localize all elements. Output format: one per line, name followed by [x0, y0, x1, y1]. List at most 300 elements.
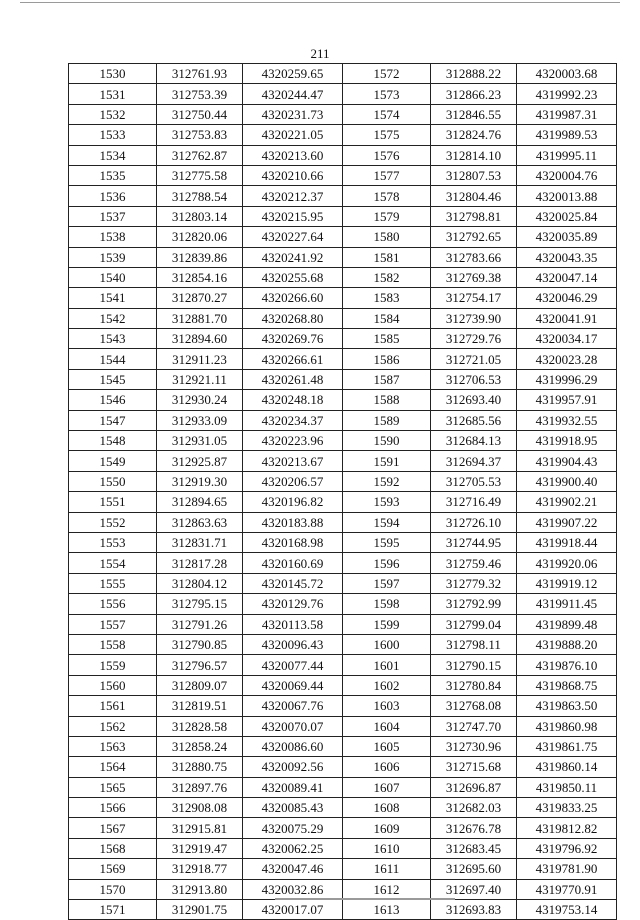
table-row	[343, 349, 617, 369]
x-coordinate: 312925.87	[157, 451, 243, 471]
x-coordinate: 312761.93	[157, 64, 243, 84]
x-coordinate: 312846.55	[431, 104, 517, 124]
y-coordinate: 4319957.91	[517, 390, 617, 410]
point-number: 1570	[69, 879, 157, 899]
y-coordinate: 4319753.14	[517, 900, 617, 920]
table-row	[343, 716, 617, 736]
y-coordinate: 4320210.66	[243, 165, 343, 185]
x-coordinate: 312762.87	[157, 145, 243, 165]
point-number: 1559	[69, 655, 157, 675]
y-coordinate: 4319900.40	[517, 471, 617, 491]
table-row	[343, 247, 617, 267]
table-row	[343, 594, 617, 614]
x-coordinate: 312744.95	[431, 532, 517, 552]
x-coordinate: 312739.90	[431, 308, 517, 328]
table-row	[343, 634, 617, 654]
x-coordinate: 312726.10	[431, 512, 517, 532]
x-coordinate: 312919.30	[157, 471, 243, 491]
table-row	[343, 553, 617, 573]
x-coordinate: 312790.15	[431, 655, 517, 675]
x-coordinate: 312897.76	[157, 777, 243, 797]
point-number: 1556	[69, 594, 157, 614]
point-number: 1608	[343, 798, 431, 818]
y-coordinate: 4320047.14	[517, 267, 617, 287]
point-number: 1532	[69, 104, 157, 124]
table-row	[343, 757, 617, 777]
table-row	[343, 573, 617, 593]
x-coordinate: 312768.08	[431, 696, 517, 716]
point-number: 1581	[343, 247, 431, 267]
table-row	[343, 838, 617, 858]
point-number: 1549	[69, 451, 157, 471]
x-coordinate: 312790.85	[157, 634, 243, 654]
x-coordinate: 312729.76	[431, 329, 517, 349]
y-coordinate: 4320067.76	[243, 696, 343, 716]
table-row	[69, 594, 343, 614]
y-coordinate: 4320003.68	[517, 64, 617, 84]
y-coordinate: 4320248.18	[243, 390, 343, 410]
point-number: 1600	[343, 634, 431, 654]
table-row	[343, 512, 617, 532]
point-number: 1595	[343, 532, 431, 552]
x-coordinate: 312683.45	[431, 838, 517, 858]
point-number: 1601	[343, 655, 431, 675]
point-number: 1606	[343, 757, 431, 777]
table-row	[69, 431, 343, 451]
x-coordinate: 312817.28	[157, 553, 243, 573]
point-number: 1603	[343, 696, 431, 716]
table-row	[69, 186, 343, 206]
x-coordinate: 312795.15	[157, 594, 243, 614]
y-coordinate: 4320013.88	[517, 186, 617, 206]
x-coordinate: 312783.66	[431, 247, 517, 267]
y-coordinate: 4320268.80	[243, 308, 343, 328]
y-coordinate: 4320069.44	[243, 675, 343, 695]
table-row	[343, 655, 617, 675]
x-coordinate: 312754.17	[431, 288, 517, 308]
x-coordinate: 312824.76	[431, 125, 517, 145]
y-coordinate: 4320183.88	[243, 512, 343, 532]
x-coordinate: 312908.08	[157, 798, 243, 818]
x-coordinate: 312863.63	[157, 512, 243, 532]
point-number: 1577	[343, 165, 431, 185]
x-coordinate: 312807.53	[431, 165, 517, 185]
point-number: 1611	[343, 859, 431, 879]
y-coordinate: 4320077.44	[243, 655, 343, 675]
table-row	[69, 390, 343, 410]
x-coordinate: 312870.27	[157, 288, 243, 308]
x-coordinate: 312913.80	[157, 879, 243, 899]
table-row	[69, 900, 343, 920]
point-number: 1591	[343, 451, 431, 471]
x-coordinate: 312796.57	[157, 655, 243, 675]
x-coordinate: 312697.40	[431, 879, 517, 899]
point-number: 1537	[69, 206, 157, 226]
y-coordinate: 4319860.14	[517, 757, 617, 777]
table-row	[69, 859, 343, 879]
point-number: 1610	[343, 838, 431, 858]
y-coordinate: 4320085.43	[243, 798, 343, 818]
y-coordinate: 4320070.07	[243, 716, 343, 736]
x-coordinate: 312780.84	[431, 675, 517, 695]
x-coordinate: 312828.58	[157, 716, 243, 736]
table-row	[69, 736, 343, 756]
point-number: 1573	[343, 84, 431, 104]
y-coordinate: 4319863.50	[517, 696, 617, 716]
y-coordinate: 4319996.29	[517, 369, 617, 389]
x-coordinate: 312682.03	[431, 798, 517, 818]
y-coordinate: 4320215.95	[243, 206, 343, 226]
x-coordinate: 312930.24	[157, 390, 243, 410]
point-number: 1530	[69, 64, 157, 84]
x-coordinate: 312676.78	[431, 818, 517, 838]
y-coordinate: 4320255.68	[243, 267, 343, 287]
table-row	[343, 84, 617, 104]
x-coordinate: 312911.23	[157, 349, 243, 369]
y-coordinate: 4319907.22	[517, 512, 617, 532]
x-coordinate: 312894.65	[157, 492, 243, 512]
table-row	[343, 390, 617, 410]
x-coordinate: 312804.12	[157, 573, 243, 593]
table-row	[343, 532, 617, 552]
y-coordinate: 4320129.76	[243, 594, 343, 614]
y-coordinate: 4319902.21	[517, 492, 617, 512]
x-coordinate: 312880.75	[157, 757, 243, 777]
point-number: 1568	[69, 838, 157, 858]
y-coordinate: 4319868.75	[517, 675, 617, 695]
table-row	[69, 84, 343, 104]
y-coordinate: 4320034.17	[517, 329, 617, 349]
point-number: 1542	[69, 308, 157, 328]
y-coordinate: 4320212.37	[243, 186, 343, 206]
x-coordinate: 312706.53	[431, 369, 517, 389]
x-coordinate: 312820.06	[157, 227, 243, 247]
y-coordinate: 4320041.91	[517, 308, 617, 328]
point-number: 1564	[69, 757, 157, 777]
point-number: 1609	[343, 818, 431, 838]
x-coordinate: 312798.11	[431, 634, 517, 654]
y-coordinate: 4320004.76	[517, 165, 617, 185]
table-row	[343, 451, 617, 471]
y-coordinate: 4320213.67	[243, 451, 343, 471]
table-row	[69, 777, 343, 797]
x-coordinate: 312792.99	[431, 594, 517, 614]
point-number: 1531	[69, 84, 157, 104]
point-number: 1539	[69, 247, 157, 267]
point-number: 1572	[343, 64, 431, 84]
table-row	[343, 859, 617, 879]
y-coordinate: 4319995.11	[517, 145, 617, 165]
point-number: 1598	[343, 594, 431, 614]
point-number: 1571	[69, 900, 157, 920]
y-coordinate: 4320266.60	[243, 288, 343, 308]
x-coordinate: 312684.13	[431, 431, 517, 451]
table-row	[69, 634, 343, 654]
point-number: 1553	[69, 532, 157, 552]
point-number: 1534	[69, 145, 157, 165]
y-coordinate: 4320259.65	[243, 64, 343, 84]
y-coordinate: 4319918.44	[517, 532, 617, 552]
point-number: 1599	[343, 614, 431, 634]
y-coordinate: 4320241.92	[243, 247, 343, 267]
x-coordinate: 312831.71	[157, 532, 243, 552]
x-coordinate: 312693.40	[431, 390, 517, 410]
y-coordinate: 4319919.12	[517, 573, 617, 593]
y-coordinate: 4319904.43	[517, 451, 617, 471]
point-number: 1602	[343, 675, 431, 695]
point-number: 1587	[343, 369, 431, 389]
table-row	[69, 696, 343, 716]
point-number: 1554	[69, 553, 157, 573]
x-coordinate: 312750.44	[157, 104, 243, 124]
y-coordinate: 4320145.72	[243, 573, 343, 593]
y-coordinate: 4320086.60	[243, 736, 343, 756]
x-coordinate: 312894.60	[157, 329, 243, 349]
scan-edge-bottom	[275, 898, 455, 900]
table-row	[69, 165, 343, 185]
point-number: 1596	[343, 553, 431, 573]
y-coordinate: 4319812.82	[517, 818, 617, 838]
y-coordinate: 4320269.76	[243, 329, 343, 349]
point-number: 1583	[343, 288, 431, 308]
point-number: 1574	[343, 104, 431, 124]
point-number: 1588	[343, 390, 431, 410]
point-number: 1538	[69, 227, 157, 247]
y-coordinate: 4320244.47	[243, 84, 343, 104]
y-coordinate: 4319770.91	[517, 879, 617, 899]
y-coordinate: 4319911.45	[517, 594, 617, 614]
table-row	[69, 879, 343, 899]
x-coordinate: 312695.60	[431, 859, 517, 879]
point-number: 1547	[69, 410, 157, 430]
point-number: 1536	[69, 186, 157, 206]
point-number: 1533	[69, 125, 157, 145]
table-row	[69, 329, 343, 349]
table-row	[69, 838, 343, 858]
y-coordinate: 4320046.29	[517, 288, 617, 308]
table-row	[343, 614, 617, 634]
point-number: 1535	[69, 165, 157, 185]
y-coordinate: 4319796.92	[517, 838, 617, 858]
x-coordinate: 312799.04	[431, 614, 517, 634]
x-coordinate: 312788.54	[157, 186, 243, 206]
table-row	[69, 349, 343, 369]
y-coordinate: 4319861.75	[517, 736, 617, 756]
point-number: 1548	[69, 431, 157, 451]
point-number: 1557	[69, 614, 157, 634]
table-row	[69, 512, 343, 532]
table-row	[343, 410, 617, 430]
table-row	[69, 798, 343, 818]
coordinates-table-right	[342, 63, 617, 920]
table-row	[343, 267, 617, 287]
point-number: 1578	[343, 186, 431, 206]
table-row	[343, 900, 617, 920]
point-number: 1585	[343, 329, 431, 349]
y-coordinate: 4320017.07	[243, 900, 343, 920]
table-row	[343, 736, 617, 756]
x-coordinate: 312685.56	[431, 410, 517, 430]
x-coordinate: 312915.81	[157, 818, 243, 838]
table-row	[343, 431, 617, 451]
point-number: 1565	[69, 777, 157, 797]
y-coordinate: 4320032.86	[243, 879, 343, 899]
coordinates-table-left	[68, 63, 343, 920]
x-coordinate: 312819.51	[157, 696, 243, 716]
table-row	[69, 492, 343, 512]
y-coordinate: 4319899.48	[517, 614, 617, 634]
table-row	[69, 206, 343, 226]
point-number: 1567	[69, 818, 157, 838]
table-row	[343, 471, 617, 491]
point-number: 1593	[343, 492, 431, 512]
point-number: 1540	[69, 267, 157, 287]
table-row	[343, 104, 617, 124]
table-row	[69, 532, 343, 552]
x-coordinate: 312919.47	[157, 838, 243, 858]
x-coordinate: 312918.77	[157, 859, 243, 879]
y-coordinate: 4320075.29	[243, 818, 343, 838]
table-row	[69, 369, 343, 389]
x-coordinate: 312901.75	[157, 900, 243, 920]
y-coordinate: 4319918.95	[517, 431, 617, 451]
y-coordinate: 4320234.37	[243, 410, 343, 430]
point-number: 1584	[343, 308, 431, 328]
x-coordinate: 312747.70	[431, 716, 517, 736]
y-coordinate: 4320160.69	[243, 553, 343, 573]
point-number: 1569	[69, 859, 157, 879]
table-row	[69, 308, 343, 328]
y-coordinate: 4320092.56	[243, 757, 343, 777]
point-number: 1592	[343, 471, 431, 491]
point-number: 1563	[69, 736, 157, 756]
table-row	[69, 655, 343, 675]
x-coordinate: 312854.16	[157, 267, 243, 287]
x-coordinate: 312730.96	[431, 736, 517, 756]
x-coordinate: 312716.49	[431, 492, 517, 512]
table-row	[343, 696, 617, 716]
y-coordinate: 4320096.43	[243, 634, 343, 654]
point-number: 1580	[343, 227, 431, 247]
y-coordinate: 4319888.20	[517, 634, 617, 654]
table-row	[343, 777, 617, 797]
point-number: 1589	[343, 410, 431, 430]
x-coordinate: 312775.58	[157, 165, 243, 185]
x-coordinate: 312881.70	[157, 308, 243, 328]
table-row	[343, 879, 617, 899]
table-row	[69, 227, 343, 247]
point-number: 1546	[69, 390, 157, 410]
table-row	[69, 757, 343, 777]
x-coordinate: 312721.05	[431, 349, 517, 369]
point-number: 1604	[343, 716, 431, 736]
y-coordinate: 4319876.10	[517, 655, 617, 675]
point-number: 1544	[69, 349, 157, 369]
y-coordinate: 4320261.48	[243, 369, 343, 389]
table-row	[69, 716, 343, 736]
x-coordinate: 312814.10	[431, 145, 517, 165]
table-row	[69, 288, 343, 308]
page-number: 211	[310, 46, 330, 61]
point-number: 1552	[69, 512, 157, 532]
point-number: 1613	[343, 900, 431, 920]
point-number: 1607	[343, 777, 431, 797]
point-number: 1566	[69, 798, 157, 818]
x-coordinate: 312792.65	[431, 227, 517, 247]
table-row	[343, 64, 617, 84]
point-number: 1561	[69, 696, 157, 716]
table-row	[69, 145, 343, 165]
y-coordinate: 4320196.82	[243, 492, 343, 512]
table-row	[343, 675, 617, 695]
x-coordinate: 312769.38	[431, 267, 517, 287]
y-coordinate: 4319932.55	[517, 410, 617, 430]
table-row	[69, 614, 343, 634]
point-number: 1562	[69, 716, 157, 736]
table-row	[343, 125, 617, 145]
point-number: 1582	[343, 267, 431, 287]
x-coordinate: 312931.05	[157, 431, 243, 451]
y-coordinate: 4320047.46	[243, 859, 343, 879]
table-row	[69, 267, 343, 287]
x-coordinate: 312779.32	[431, 573, 517, 593]
point-number: 1576	[343, 145, 431, 165]
x-coordinate: 312858.24	[157, 736, 243, 756]
x-coordinate: 312696.87	[431, 777, 517, 797]
table-row	[69, 451, 343, 471]
y-coordinate: 4319781.90	[517, 859, 617, 879]
x-coordinate: 312759.46	[431, 553, 517, 573]
table-row	[69, 64, 343, 84]
x-coordinate: 312798.81	[431, 206, 517, 226]
table-row	[343, 798, 617, 818]
table-row	[343, 288, 617, 308]
y-coordinate: 4319850.11	[517, 777, 617, 797]
table-row	[343, 308, 617, 328]
x-coordinate: 312791.26	[157, 614, 243, 634]
y-coordinate: 4320206.57	[243, 471, 343, 491]
point-number: 1579	[343, 206, 431, 226]
table-row	[343, 165, 617, 185]
table-row	[343, 186, 617, 206]
table-row	[69, 553, 343, 573]
point-number: 1586	[343, 349, 431, 369]
y-coordinate: 4319992.23	[517, 84, 617, 104]
y-coordinate: 4320227.64	[243, 227, 343, 247]
point-number: 1594	[343, 512, 431, 532]
scan-edge-top	[20, 2, 620, 3]
y-coordinate: 4320266.61	[243, 349, 343, 369]
table-row	[69, 573, 343, 593]
x-coordinate: 312921.11	[157, 369, 243, 389]
table-row	[343, 145, 617, 165]
table-row	[343, 206, 617, 226]
table-row	[69, 125, 343, 145]
table-row	[343, 818, 617, 838]
table-row	[69, 410, 343, 430]
point-number: 1545	[69, 369, 157, 389]
point-number: 1558	[69, 634, 157, 654]
x-coordinate: 312804.46	[431, 186, 517, 206]
point-number: 1543	[69, 329, 157, 349]
y-coordinate: 4320221.05	[243, 125, 343, 145]
x-coordinate: 312809.07	[157, 675, 243, 695]
table-row	[343, 329, 617, 349]
table-row	[69, 675, 343, 695]
y-coordinate: 4320043.35	[517, 247, 617, 267]
y-coordinate: 4320113.58	[243, 614, 343, 634]
point-number: 1550	[69, 471, 157, 491]
